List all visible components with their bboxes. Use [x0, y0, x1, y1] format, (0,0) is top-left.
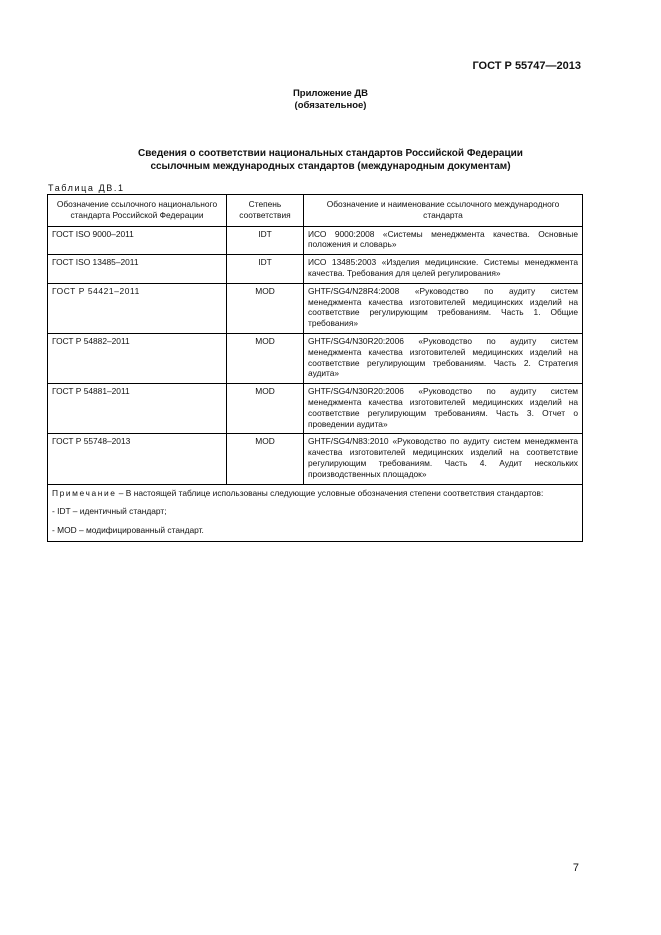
table-row [48, 255, 583, 284]
note-item-idt: - IDT – идентичный стандарт; [52, 506, 167, 517]
cell-degree: MOD [227, 384, 304, 434]
appendix-title: Приложение ДВ [292, 88, 369, 99]
cell-national-standard: ГОСТ Р 54882–2011 [48, 333, 227, 383]
cell-degree: MOD [227, 434, 304, 484]
note-text: – В настоящей таблице использованы следующие условные обозначения степени соответствия стандартов: [116, 487, 544, 498]
header-degree: Степень соответствия [227, 195, 304, 227]
table-row [48, 384, 583, 434]
cell-international-standard: GHTF/SG4/N30R20:2006 «Руководство по аудиту систем менеджмента качества изготовителей медицинских изделий на соответствие регулирующим требованиям. Часть 2. Стратегия аудита» [304, 333, 583, 383]
table-label: Таблица ДВ.1 [48, 183, 125, 193]
cell-international-standard: GHTF/SG4/N28R4:2008 «Руководство по аудиту систем менеджмента качества изготовителей медицинских изделий на соответствие регулирующим требованиям. Часть 1. Общие требования» [304, 283, 583, 333]
cell-degree: MOD [227, 333, 304, 383]
cell-degree: IDT [227, 255, 304, 284]
cell-national-standard: ГОСТ Р 54881–2011 [48, 384, 227, 434]
cell-national-standard: ГОСТ ISO 9000–2011 [48, 226, 227, 255]
header-international-standard: Обозначение и наименование ссылочного международного стандарта [304, 195, 583, 227]
cell-international-standard: ИСО 9000:2008 «Системы менеджмента качества. Основные положения и словарь» [304, 226, 583, 255]
cell-national-standard: ГОСТ Р 54421–2011 [48, 283, 227, 333]
table-row [48, 333, 583, 383]
cell-national-standard: ГОСТ Р 55748–2013 [48, 434, 227, 484]
correspondence-table [47, 194, 583, 542]
appendix-header [0, 88, 661, 112]
note-label: Примечание [52, 487, 117, 498]
table-row [48, 283, 583, 333]
cell-international-standard: GHTF/SG4/N30R20:2006 «Руководство по аудиту систем менеджмента качества изготовителей медицинских изделий на соответствие регулирующим требованиям. Часть 3. Отчет о проведении аудита» [304, 384, 583, 434]
page-number: 7 [572, 862, 579, 874]
table-row [48, 226, 583, 255]
cell-degree: MOD [227, 283, 304, 333]
section-heading-line-2: ссылочным международных стандартов (международным документам) [150, 161, 511, 172]
section-heading [0, 147, 661, 173]
section-heading-line-1: Сведения о соответствии национальных стандартов Российской Федерации [138, 148, 523, 159]
table-note-row [48, 484, 583, 541]
table-note [48, 484, 583, 541]
table-row [48, 434, 583, 484]
cell-international-standard: GHTF/SG4/N83:2010 «Руководство по аудиту систем менеджмента качества изготовителей медицинских изделий на соответствие регулирующим требованиям. Часть 4. Аудит нескольких производственных площадок» [304, 434, 583, 484]
cell-international-standard: ИСО 13485:2003 «Изделия медицинские. Системы менеджмента качества. Требования для целей регулирования» [304, 255, 583, 284]
cell-national-standard: ГОСТ ISO 13485–2011 [48, 255, 227, 284]
table-header-row [48, 195, 583, 227]
header-national-standard: Обозначение ссылочного национального стандарта Российской Федерации [48, 195, 227, 227]
note-intro [52, 488, 578, 499]
appendix-status: (обязательное) [294, 100, 367, 111]
cell-degree: IDT [227, 226, 304, 255]
document-code: ГОСТ Р 55747—2013 [472, 60, 581, 72]
note-item-mod: - MOD – модифицированный стандарт. [52, 525, 204, 536]
